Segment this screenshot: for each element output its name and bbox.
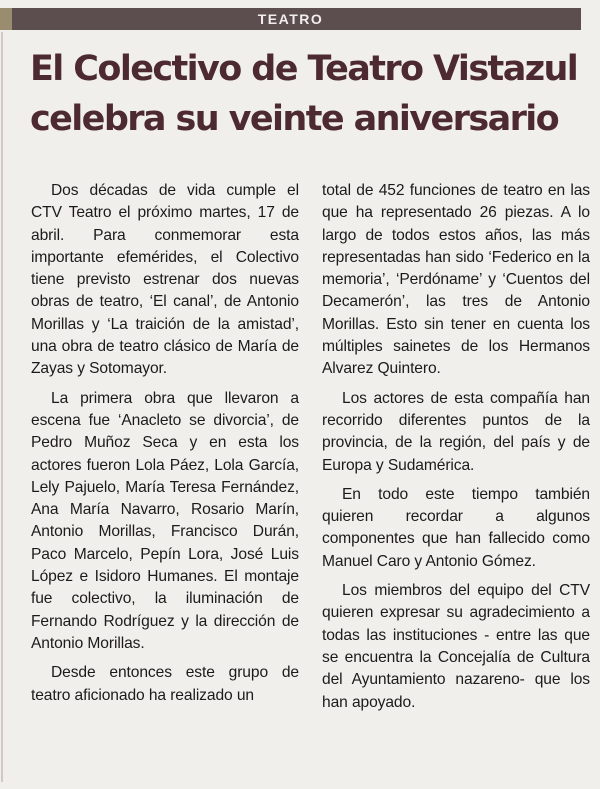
section-label: TEATRO (257, 11, 324, 27)
paragraph: La primera obra que llevaron a escena fue ‘Anacleto se divorcia’, de Pedro Muñoz Seca y en esta los actores fueron Lola Páez, Lola García, Lely Pajuelo, María Teresa Fernández, Ana María Navarro, Rosario Marín, Antonio Morillas, Francisco Durán, Paco Marcelo, Pepín Lora, José Luis López e Isidoro Humanes. El montaje fue colectivo, la iluminación de Fernando Rodríguez y la dirección de Antonio Morillas. (31, 389, 299, 652)
article-column-right (322, 180, 590, 721)
headline (30, 44, 590, 144)
paragraph: Los miembros del equipo del CTV quieren expresar su agradecimiento a todas las instituciones - entre las que se encuentra la Concejalía de Cultura del Ayuntamiento nazareno- que los han apoyado. (322, 582, 590, 711)
paragraph: Dos décadas de vida cumple el CTV Teatro el próximo martes, 17 de abril. Para conmemorar esta importante efemérides, el Colectivo tiene previsto estrenar dos nuevas obras de teatro, ‘El canal’, de Antonio Morillas y ‘La traición de la amistad’, una obra de teatro clásico de María de Zayas y Sotomayor. (31, 182, 299, 378)
headline-line-1: El Colectivo de Teatro Vistazul (30, 49, 578, 89)
section-header-bar (0, 8, 581, 30)
paragraph-continued: total de 452 funciones de teatro en las que ha representado 26 piezas. A lo largo de todos estos años, las más representadas han sido ‘Federico en la memoria’, ‘Perdóname’ y ‘Cuentos del Decamerón’, las tres de Antonio Morillas. Esto sin tener en cuenta los múltiples sainetes de los Hermanos Alvarez Quintero. (322, 182, 590, 378)
article-column-left (31, 180, 299, 714)
paragraph: En todo este tiempo también quieren recordar a algunos componentes que han fallecido como Manuel Caro y Antonio Gómez. (322, 485, 590, 570)
paragraph: Desde entonces este grupo de teatro aficionado ha realizado un (31, 664, 299, 704)
paragraph: Los actores de esta compañía han recorrido diferentes puntos de la provincia, de la región, del país y de Europa y Sudamérica. (322, 389, 590, 474)
left-margin-rule (1, 32, 3, 782)
headline-line-2: celebra su veinte aniversario (30, 99, 559, 139)
